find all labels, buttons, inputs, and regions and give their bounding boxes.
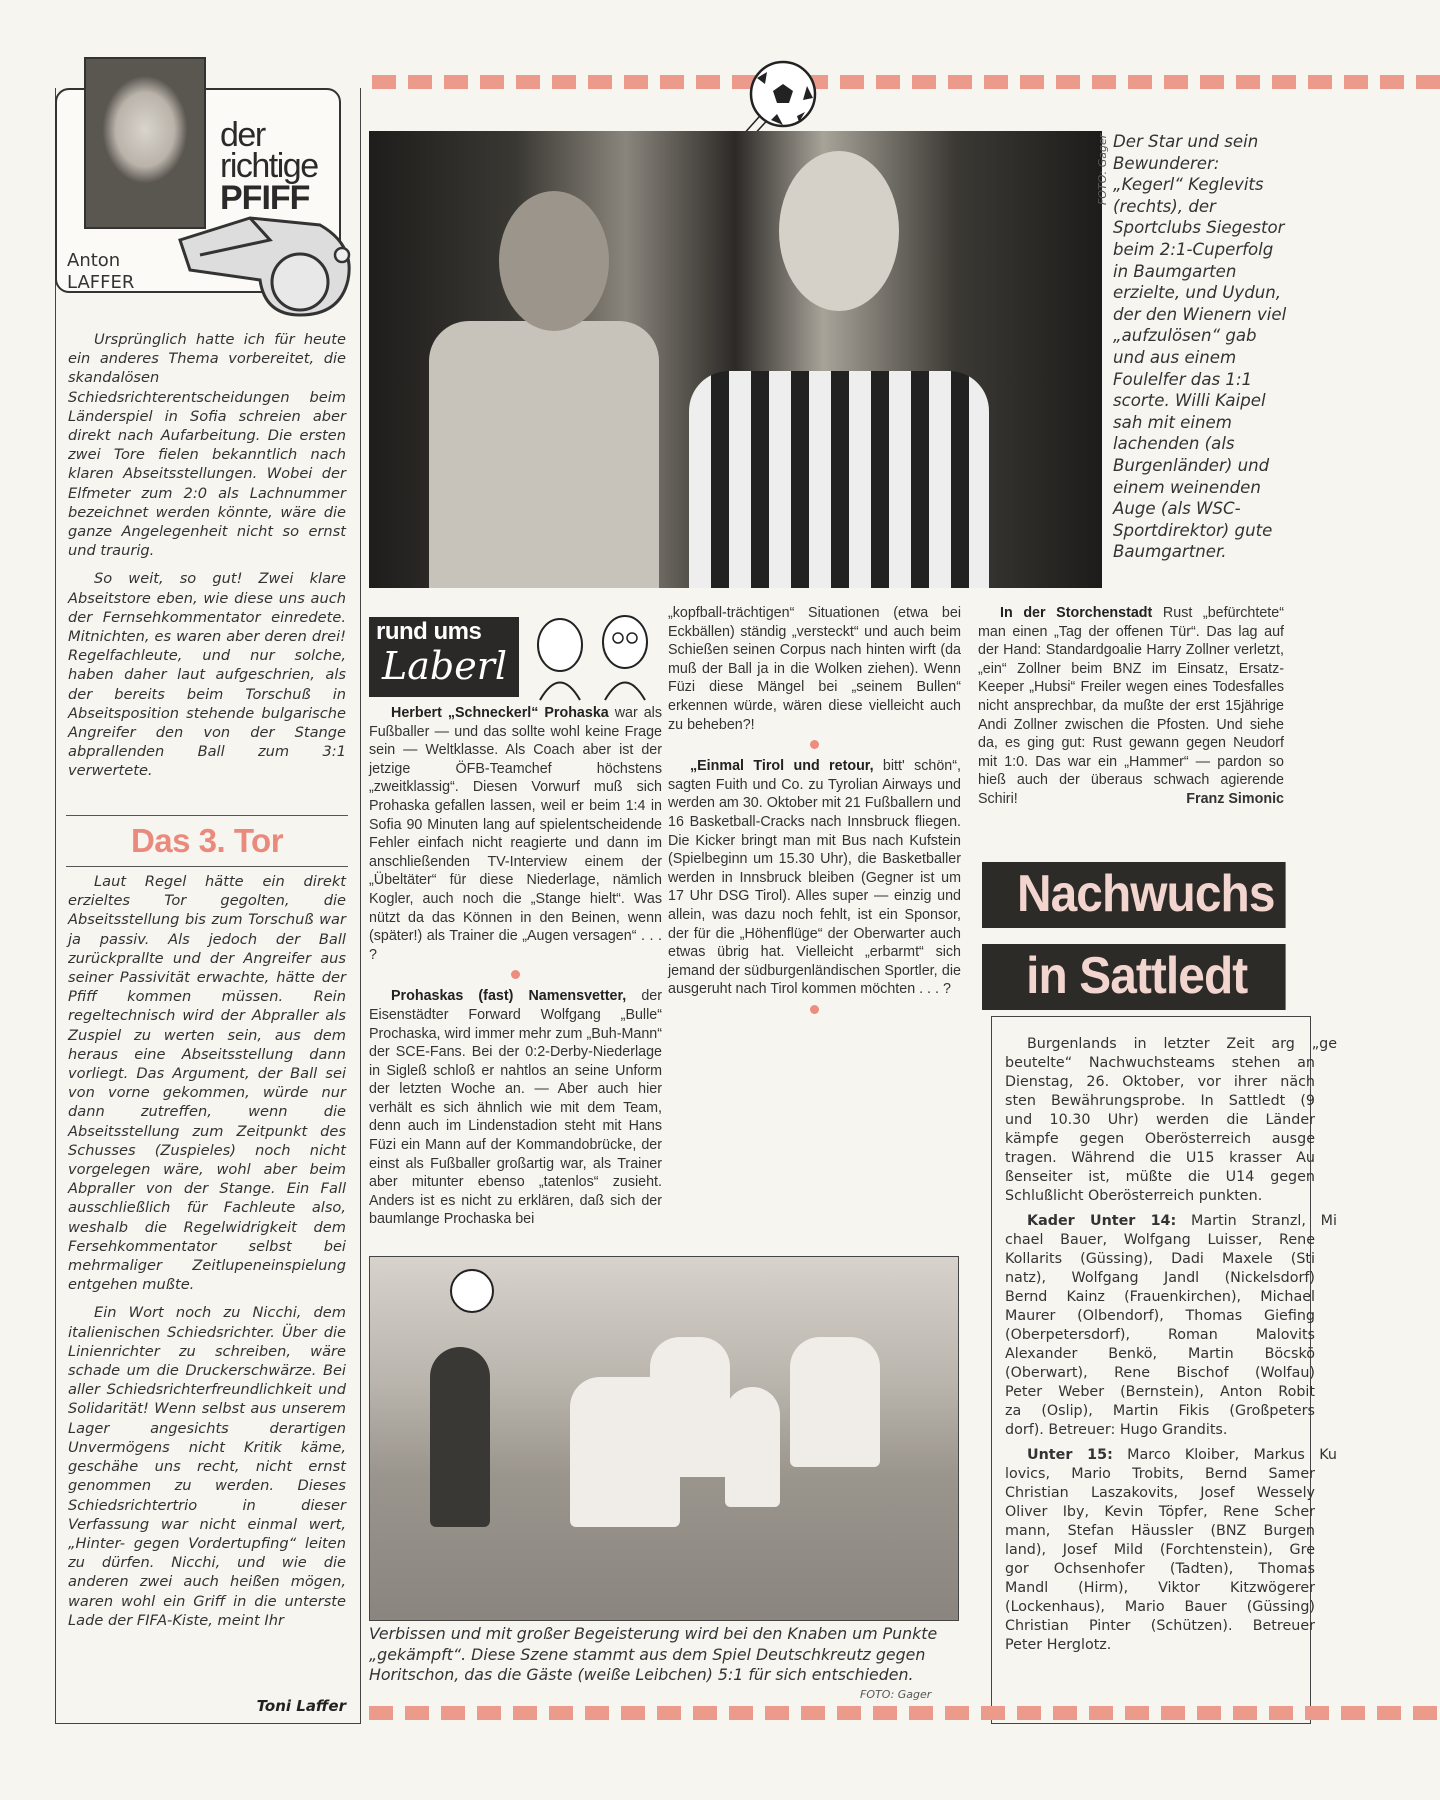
kader-label: Kader Unter 14: (1027, 1213, 1177, 1229)
dash-segment (621, 1706, 645, 1720)
text-line (1005, 1130, 1315, 1149)
line-text: tragen. Während die U15 krasser Au (1005, 1150, 1315, 1166)
photo-caption: Der Star und sein Bewunderer: „Kegerl“ Keglevits (rechts), der Sportclubs Siegestor beim 2:1-Cuperfolg in Baumgarten erzielte, und Uydun, der den Wienern viel „aufzulösen“ gab und aus einem Foulelfer das 1:1 scorte. Willi Kaipel sah mit einem lachenden (als Burgenländer) und einem weinenden Auge (als WSC-Sportdirektor) gute Baumgartner. (1113, 132, 1287, 562)
dash-segment (369, 1706, 393, 1720)
dash-segment (912, 75, 936, 89)
text-line (1005, 1326, 1315, 1345)
line-text: Martin Stranzl, Mi (1176, 1213, 1337, 1229)
dash-segment (873, 1706, 897, 1720)
news-item-lead: „Einmal Tirol und retour, (690, 758, 874, 775)
dash-segment (1308, 75, 1332, 89)
dash-segment (516, 75, 540, 89)
dash-segment (405, 1706, 429, 1720)
dash-segment (696, 75, 720, 89)
dash-segment (657, 1706, 681, 1720)
headline-line1: Nachwuchs (982, 862, 1286, 928)
author-signature: Toni Laffer (256, 1697, 346, 1715)
author-first-name: Anton (67, 250, 121, 271)
dash-segment (444, 75, 468, 89)
dash-segment (1341, 1706, 1365, 1720)
whistle-icon (170, 200, 360, 320)
line-text: (Oberpetersdorf), Roman Malovits (1005, 1327, 1315, 1343)
text-line (1005, 1541, 1315, 1560)
news-item (668, 757, 961, 999)
line-text: Mandl (Hirm), Viktor Kitzwögerer (1005, 1580, 1315, 1596)
photo-credit: FOTO: Gager (860, 1688, 932, 1701)
text-line (1005, 1073, 1315, 1092)
photo-youth-match (369, 1256, 959, 1621)
dash-segment (549, 1706, 573, 1720)
line-text: Schlußlicht Oberösterreich punkten. (1005, 1188, 1263, 1204)
text-line (1005, 1560, 1315, 1579)
line-text: Bernd Kainz (Frauenkirchen), Michael (1005, 1289, 1315, 1305)
text-line (1005, 1149, 1315, 1168)
text-line (1005, 1636, 1315, 1655)
dash-segment (552, 75, 576, 89)
dash-segment (1017, 1706, 1041, 1720)
dash-segment (1377, 1706, 1401, 1720)
news-item-lead: Prohaskas (fast) Namensvetter, (391, 988, 627, 1005)
dash-segment (1089, 1706, 1113, 1720)
text-line (1005, 1212, 1337, 1231)
column-body-1 (68, 330, 346, 790)
dash-segment (477, 1706, 501, 1720)
text-line (1005, 1446, 1337, 1465)
line-text: mann, Stefan Häussler (BNZ Burgen (1005, 1523, 1315, 1539)
dash-segment (1380, 75, 1404, 89)
dash-segment (1272, 75, 1296, 89)
headline-line2: in Sattledt (982, 944, 1286, 1010)
bullet-dot (810, 740, 819, 749)
dash-segment (1197, 1706, 1221, 1720)
dash-segment (1092, 75, 1116, 89)
text-line (1005, 1522, 1315, 1541)
line-text: Kollarits (Güssing), Dadi Maxele (Sti (1005, 1251, 1315, 1267)
dash-segment (1161, 1706, 1185, 1720)
dash-segment (1164, 75, 1188, 89)
news-item-text-continued: „kopfball-trächtigen“ Situationen (etwa bei Eckbällen) ständig „versteckt“ und auch beim Schießen seinen Corpus nach hinten wirft (da muß der Ball ja in die Wolken ziehen). Wenn Füzi diese Mängel bei „seinem Bullen“ erkennen würde, wären diese vielleicht auch zu beheben?! (668, 605, 961, 733)
text-line (1005, 1168, 1315, 1187)
line-text: kämpfe gegen Oberösterreich ausge (1005, 1131, 1315, 1147)
photo-caption: Verbissen und mit großer Begeisterung wird bei den Knaben um Punkte „gekämpft“. Diese Szene stammt aus dem Spiel Deutschkreutz gegen Horitschon, das die Gäste (weiße Leibchen) 5:1 für sich entschieden. (369, 1624, 938, 1684)
article-box-text (1005, 1035, 1337, 1655)
line-text: Peter Weber (Bernstein), Anton Robit (1005, 1384, 1315, 1400)
paragraph: Ursprünglich hatte ich für heute ein anderes Thema vorbereitet, die skandalösen Schiedsrichterentscheidungen beim Länderspiel in Sofia schreien aber direkt nach Aufarbeitung. Die ersten zwei Tore fielen bekanntlich nach klaren Abseitsstellungen. Wobei der Elfmeter zum 2:0 als Lachnummer bezeichnet werden könnte, wäre die ganze Angelegenheit nicht so ernst und traurig. (68, 331, 346, 560)
dash-segment (729, 1706, 753, 1720)
dash-segment (1236, 75, 1260, 89)
kader-label: Unter 15: (1027, 1447, 1113, 1463)
divider (66, 866, 348, 867)
text-line (1005, 1465, 1315, 1484)
dash-segment (624, 75, 648, 89)
column-title-line3: PFIFF (220, 178, 310, 217)
news-item-lead: Herbert „Schneckerl“ Prohaska (391, 705, 609, 721)
news-item (369, 704, 662, 964)
line-text: und 10.30 Uhr) werden die Länder (1005, 1112, 1315, 1128)
paragraph: Ein Wort noch zu Nicchi, dem italienischen Schiedsrichter. Über die Linienrichter zu schreiben, wäre schade um die Druckerschwärze. Bei aller Schiedsrichterfreundlichkeit und Solidarität! Wenn selbst aus unserem Lager angesichts derartigen Unvermögens nicht Kritik käme, geschähe uns recht, nicht ernst genommen zu werden. Dieses Schiedsrichtertrio in dieser Verfassung war nicht einmal wert, „Hinter- gegen Vordertupfing“ leiten zu dürfen. Nicchi, und wie die anderen zwei auch heißen mögen, waren wohl ein Griff in die unterste Lade der FIFA-Kiste, meint Ihr (68, 1304, 346, 1629)
dash-segment (1416, 75, 1440, 89)
line-text: Christian Laszakovits, Josef Wessely (1005, 1485, 1315, 1501)
dash-segment (693, 1706, 717, 1720)
column-body-2 (68, 872, 346, 1639)
dash-segment (765, 1706, 789, 1720)
bullet-dot (810, 1005, 819, 1014)
section-logo-line2: Laberl (382, 644, 508, 688)
article-column-2 (369, 704, 662, 1229)
dash-segment (837, 1706, 861, 1720)
photo-credit: FOTO: Gager (1096, 133, 1109, 205)
dash-segment (945, 1706, 969, 1720)
soccer-ball-icon (737, 58, 817, 138)
decorative-dash-strip (372, 75, 1282, 89)
news-item-continued (668, 604, 961, 734)
decorative-dash-strip (369, 1706, 964, 1720)
line-text: (Oberwart), Rene Bischof (Wolfau) (1005, 1365, 1315, 1381)
text-line (1005, 1364, 1315, 1383)
text-line (1005, 1111, 1315, 1130)
paragraph: Laut Regel hätte ein direkt erzieltes Tor gegolten, die Abseitsstellung bis zum Torschuß war ja passiv. Als jedoch der Ball zurückprallte und der Angreifer aus seiner Passivität erwachte, hätte der Pfiff kommen müssen. Rein regeltechnisch wird der Abpraller als Zuspiel zu werten sein, aus dem heraus eine Abseitsstellung dann vorliegt. Das Argument, der Ball sei von vorne gekommen, würde nur dann zutreffen, wenn die Abseitsstellung zum Zeitpunkt des Schusses (Zuspieles) noch nicht vorgelegen wäre, wohl aber beim Abpraller von der Stange. Ein Fall ausschließlich für Fachleute also, weshalb die Regelwidrigkeit dem Fersehkommentator selbst bei mehrmaliger Zeitlupeneinspielung entgehen mußte. (68, 873, 346, 1294)
text-line (1005, 1054, 1315, 1073)
line-text: Alexander Benkö, Martin Böcskö (1005, 1346, 1315, 1362)
text-line (1005, 1187, 1315, 1206)
column-title-line2: richtige (220, 147, 318, 186)
dash-segment (801, 1706, 825, 1720)
line-text: ßenseiter ist, müßte die U14 gegen (1005, 1169, 1315, 1185)
line-text: dorf). Betreuer: Hugo Grandits. (1005, 1422, 1228, 1438)
dash-segment (876, 75, 900, 89)
dash-segment (984, 75, 1008, 89)
dash-segment (372, 75, 396, 89)
dash-segment (1344, 75, 1368, 89)
author-name (67, 250, 134, 294)
dash-segment (1413, 1706, 1437, 1720)
text-line (1005, 1383, 1315, 1402)
dash-segment (948, 75, 972, 89)
news-item-text: Rust „befürchtete“ man einen „Tag der offenen Tür“. Das lag auf der Hand: Standardgoalie Harry Zollner verletzt, „ein“ Zollner beim BNZ im Einsatz, Ersatz-Keeper „Hubsi“ Freiler wegen eines Todesfalles nicht ansprechbar, da mußte der erst 15jährige Andi Zollner zwischen die Pfosten. Und siehe da, es ging gut: Rust gewann gegen Neudorf mit 1:0. Das war ein „Hammer“ — pardon so hieß auch der überaus schwach agierende Schiri! (978, 605, 1284, 807)
text-line (1005, 1307, 1315, 1326)
news-item (978, 604, 1284, 809)
news-item-lead: In der Storchenstadt (1000, 605, 1153, 621)
line-text: gor Ochsenhofer (Tadten), Thomas (1005, 1561, 1315, 1577)
line-text: sten Bewährungsprobe. In Sattledt (9 (1005, 1093, 1315, 1109)
line-text: chael Bauer, Wolfgang Luisser, Rene (1005, 1232, 1315, 1248)
line-text: Marco Kloiber, Markus Ku (1112, 1447, 1337, 1463)
text-line (1005, 1579, 1315, 1598)
dash-segment (981, 1706, 1005, 1720)
news-item (369, 987, 662, 1229)
dash-segment (513, 1706, 537, 1720)
text-line (1005, 1484, 1315, 1503)
dash-segment (1020, 75, 1044, 89)
line-text: Burgenlands in letzter Zeit arg „ge (1027, 1036, 1337, 1052)
dash-segment (1125, 1706, 1149, 1720)
text-line (1005, 1035, 1337, 1054)
subheading: Das 3. Tor (130, 822, 284, 859)
byline: Franz Simonic (1186, 790, 1284, 807)
dash-segment (585, 1706, 609, 1720)
news-item-text: bitt' schön“, sagten Fuith und Co. zu Tyrolian Airways und werden am 30. Oktober mit 21 Fußballern und 16 Basketball-Cracks nach Innsbruck fliegen. Die Kicker bringt man mit Bus nach Kufstein (Spielbeginn um 15.30 Uhr), die Basketballer werden in Innsbruck bleiben (Gegner ist um 17 Uhr DSG Tirol). Alles super — einzig und allein, was dazu noch fehlt, ist ein Sponsor, der für die „Höhenflüge“ der Oberwarter auch etwas übrig hat. Vielleicht „erbarmt“ sich jemand der südburgenländischen Sportler, die ausgeruht nach Tirol kommen möchten . . . ? (668, 758, 961, 998)
text-line (1005, 1288, 1315, 1307)
text-line (1005, 1503, 1315, 1522)
line-text: beutelte“ Nachwuchsteams stehen an (1005, 1055, 1315, 1071)
news-item-text: war als Fußballer — und das sollte wohl keine Frage sein — Weltklasse. Als Coach aber ist der jetzige ÖFB-Teamchef höchstens „zweitklassig“. Diesen Vorwurf muß sich Prohaska gefallen lassen, weil er beim 1:4 in Sofia 90 Minuten lang auf spielentscheidende Fehler einfach nicht reagierte und dann im anschließenden TV-Interview einem der „Übeltäter“ für diese Niederlage, nämlich Kogler, auch noch die „Stange hielt“. Was nützt da das Können in den Beinen, wenn (später!) als Trainer die „Augen versagen“ . . . ? (369, 705, 662, 963)
dash-segment (909, 1706, 933, 1720)
line-text: lovics, Mario Trobits, Bernd Samer (1005, 1466, 1315, 1482)
text-line (1005, 1092, 1315, 1111)
column-title-line1: der (220, 116, 265, 154)
dash-segment (1200, 75, 1224, 89)
line-text: za (Oslip), Martin Fikis (Großpeters (1005, 1403, 1315, 1419)
paragraph: So weit, so gut! Zwei klare Abseitstore eben, wie diese uns auch der Fernsehkommentator einredete. Mitnichten, es waren aber deren drei! Regelfachleute, und nur solche, haben daher laut aufgeschrien, als der bereits beim Torschuß in Abseitsposition stehende bulgarische Angreifer den von der Stange abprallenden Ball zum 3:1 verwertete. (68, 570, 346, 780)
text-line (1005, 1231, 1315, 1250)
line-text: natz), Wolfgang Jandl (Nickelsdorf) (1005, 1270, 1315, 1286)
article-column-4 (978, 604, 1284, 809)
dash-segment (408, 75, 432, 89)
dash-segment (1305, 1706, 1329, 1720)
line-text: Maurer (Olbendorf), Thomas Giefing (1005, 1308, 1315, 1324)
line-text: Dienstag, 26. Oktober, vor ihrer näch (1005, 1074, 1315, 1090)
dash-segment (840, 75, 864, 89)
article-column-3 (668, 604, 961, 1022)
line-text: Oliver Iby, Kevin Töpfer, Rene Scher (1005, 1504, 1315, 1520)
text-line (1005, 1345, 1315, 1364)
line-text: Peter Herglotz. (1005, 1637, 1112, 1653)
photo-handshake (369, 131, 1102, 588)
divider (66, 815, 348, 816)
text-line (1005, 1402, 1315, 1421)
line-text: (Lockenhaus), Mario Bauer (Güssing) (1005, 1599, 1315, 1615)
text-line (1005, 1617, 1315, 1636)
dash-segment (480, 75, 504, 89)
section-logo-line1: rund ums (376, 618, 482, 645)
text-line (1005, 1250, 1315, 1269)
cartoon-illustration (520, 610, 660, 700)
dash-segment (1053, 1706, 1077, 1720)
line-text: Christian Pinter (Schützen). Betreuer (1005, 1618, 1315, 1634)
text-line (1005, 1421, 1315, 1440)
news-item-text: der Eisenstädter Forward Wolfgang „Bulle“ Prochaska, wird immer mehr zum „Buh-Mann“ der SCE-Fans. Bei der 0:2-Derby-Niederlage in Sigleß schloß er nahtlos an seine Unform der letzten Woche an. — Aber auch hier verhält es sich ähnlich wie mit dem Team, denn auch im Lindenstadion steht mit Hans Füzi ein Mann auf der Kommandobrücke, der einst als Fußballer großartig war, als Trainer aber mitunter ebenso „tatenlos“ zusieht. Anders ist es nicht zu erklären, daß sich der baumlange Prochaska bei (369, 988, 663, 1228)
dash-segment (660, 75, 684, 89)
author-last-name: LAFFER (67, 272, 135, 293)
dash-segment (1128, 75, 1152, 89)
line-text: land), Josef Mild (Forchtenstein), Gre (1005, 1542, 1315, 1558)
dash-segment (1233, 1706, 1257, 1720)
dash-segment (588, 75, 612, 89)
dash-segment (441, 1706, 465, 1720)
text-line (1005, 1598, 1315, 1617)
dash-segment (1269, 1706, 1293, 1720)
text-line (1005, 1269, 1315, 1288)
dash-segment (1056, 75, 1080, 89)
bullet-dot (511, 970, 520, 979)
